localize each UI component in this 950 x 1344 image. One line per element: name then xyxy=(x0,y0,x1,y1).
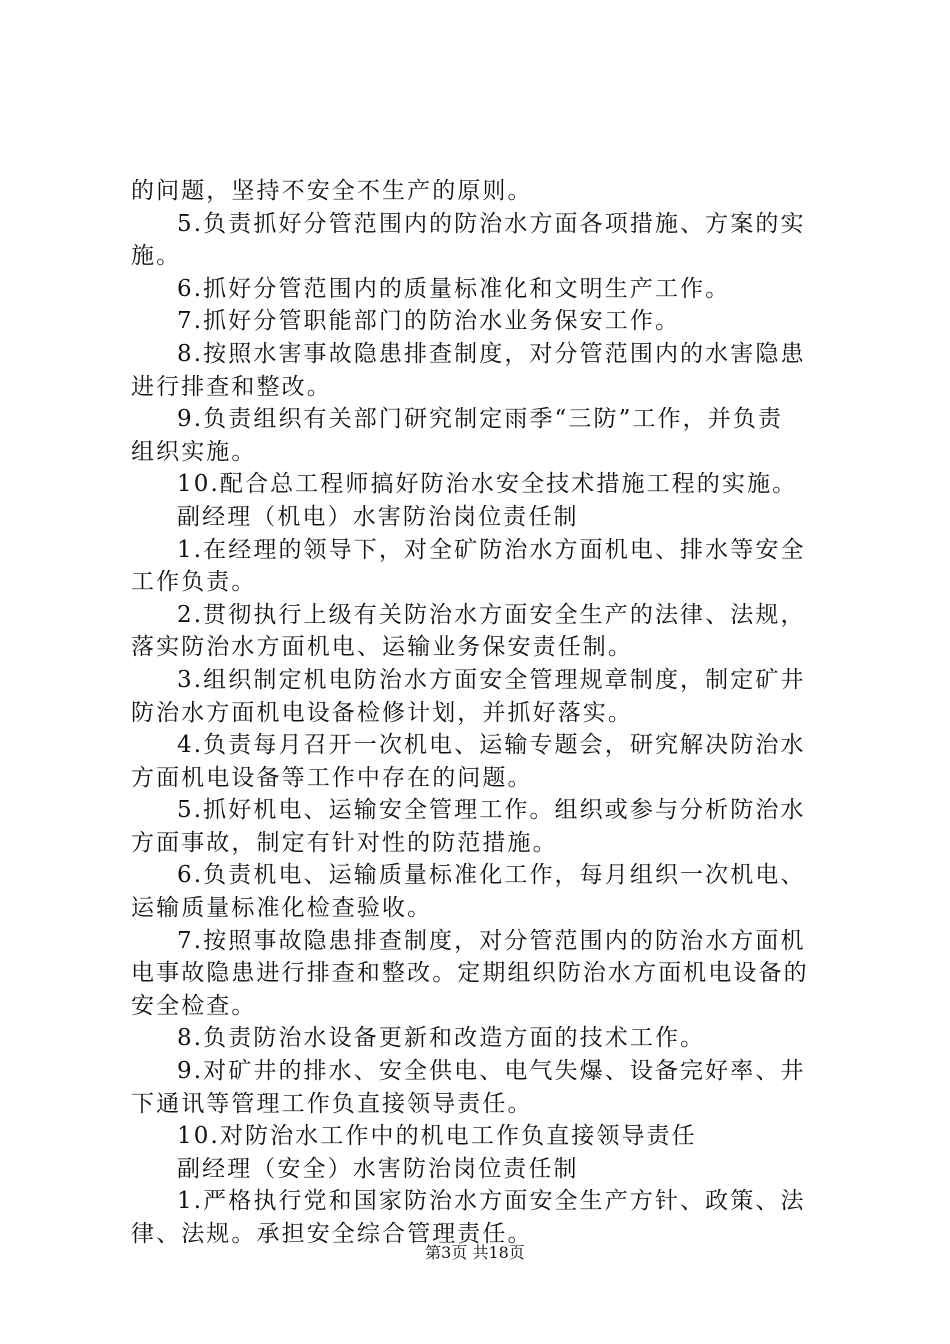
text-line: 9.对矿井的排水、安全供电、电气失爆、设备完好率、井 xyxy=(177,1058,806,1085)
text-line: 落实防治水方面机电、运输业务保安责任制。 xyxy=(131,634,633,661)
page-number-footer: 第3页 共18页 xyxy=(425,1243,525,1262)
text-line: 的问题，坚持不安全不生产的原则。 xyxy=(131,178,533,204)
text-line: 方面事故，制定有针对性的防范措施。 xyxy=(131,829,558,856)
text-line: 6.负责机电、运输质量标准化工作，每月组织一次机电、 xyxy=(177,862,806,889)
text-line: 5.抓好机电、运输安全管理工作。组织或参与分析防治水 xyxy=(177,797,806,824)
text-line: 6.抓好分管范围内的质量标准化和文明生产工作。 xyxy=(177,275,731,302)
text-line: 安全检查。 xyxy=(131,992,257,1019)
text-line: 7.抓好分管职能部门的防治水业务保安工作。 xyxy=(177,308,681,335)
text-line: 进行排查和整改。 xyxy=(131,373,332,400)
text-line: 组织实施。 xyxy=(131,438,257,465)
text-line: 4.负责每月召开一次机电、运输专题会，研究解决防治水 xyxy=(177,732,806,759)
text-line: 10.对防治水工作中的机电工作负直接领导责任 xyxy=(177,1123,697,1150)
text-line: 防治水方面机电设备检修计划，并抓好落实。 xyxy=(131,699,633,726)
text-line: 电事故隐患进行排查和整改。定期组织防治水方面机电设备的 xyxy=(131,960,809,987)
text-line: 2.贯彻执行上级有关防治水方面安全生产的法律、法规， xyxy=(177,601,806,628)
text-line: 方面机电设备等工作中存在的问题。 xyxy=(131,764,533,791)
text-line: 下通讯等管理工作负直接领导责任。 xyxy=(131,1090,533,1117)
section-heading: 副经理（机电）水害防治岗位责任制 xyxy=(177,503,579,530)
text-line: 7.按照事故隐患排查制度，对分管范围内的防治水方面机 xyxy=(177,927,806,954)
text-line: 运输质量标准化检查验收。 xyxy=(131,895,433,922)
text-line: 3.组织制定机电防治水方面安全管理规章制度，制定矿井 xyxy=(177,666,806,693)
text-line: 施。 xyxy=(131,243,182,270)
text-line: 律、法规。承担安全综合管理责任。 xyxy=(131,1221,533,1247)
document-body xyxy=(131,175,836,1251)
text-line: 1.严格执行党和国家防治水方面安全生产方针、政策、法 xyxy=(177,1188,806,1215)
text-line: 8.按照水害事故隐患排查制度，对分管范围内的水害隐患 xyxy=(177,340,806,367)
text-line: 9.负责组织有关部门研究制定雨季“三防”工作，并负责 xyxy=(177,406,784,433)
text-line: 8.负责防治水设备更新和改造方面的技术工作。 xyxy=(177,1025,706,1052)
text-line: 1.在经理的领导下，对全矿防治水方面机电、排水等安全 xyxy=(177,536,806,563)
section-heading: 副经理（安全）水害防治岗位责任制 xyxy=(177,1155,579,1182)
text-line: 10.配合总工程师搞好防治水安全技术措施工程的实施。 xyxy=(177,471,798,498)
text-line: 工作负责。 xyxy=(131,569,257,596)
text-line: 5.负责抓好分管范围内的防治水方面各项措施、方案的实 xyxy=(177,210,806,237)
